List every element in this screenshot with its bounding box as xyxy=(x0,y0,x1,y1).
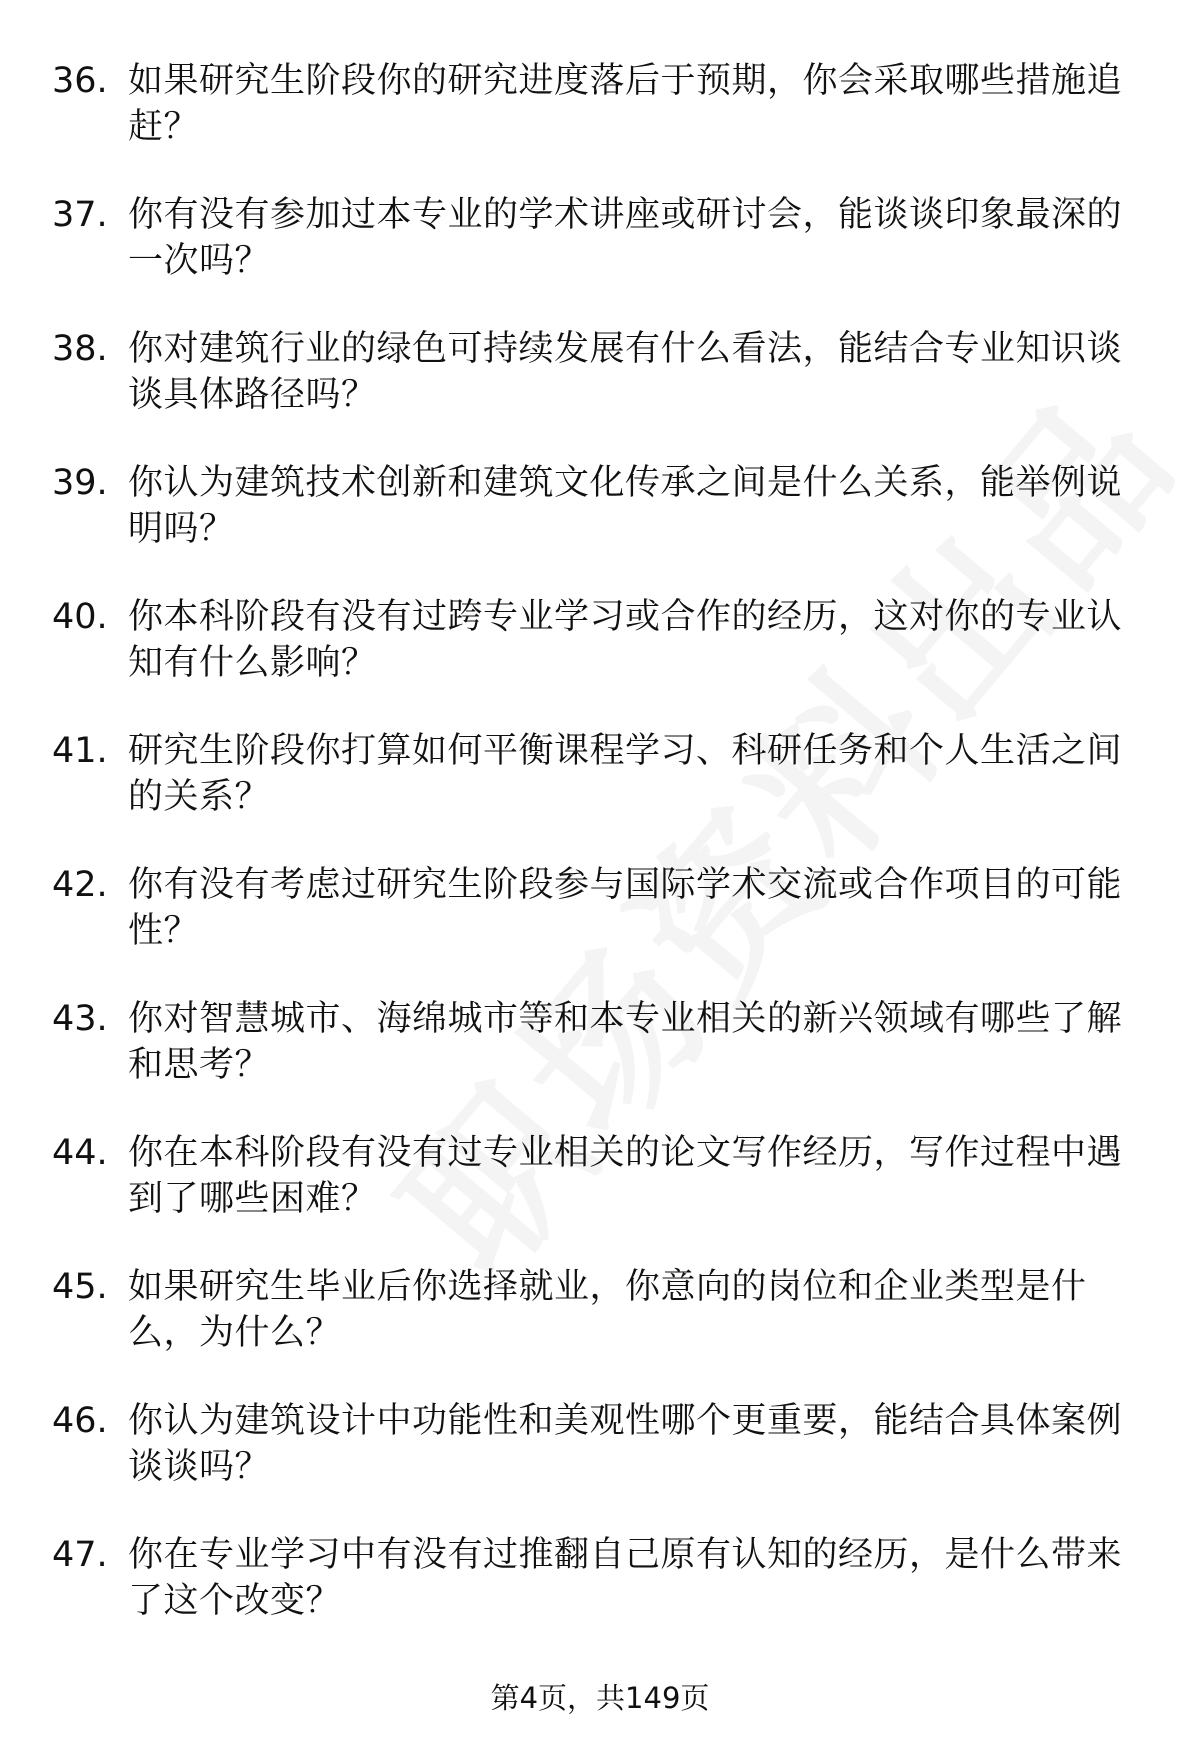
question-text: 你本科阶段有没有过跨专业学习或合作的经历，这对你的专业认知有什么影响？ xyxy=(128,597,1123,683)
question-text: 你认为建筑设计中功能性和美观性哪个更重要，能结合具体案例谈谈吗？ xyxy=(128,1401,1123,1487)
question-number: 42. xyxy=(52,865,108,905)
question-text: 研究生阶段你打算如何平衡课程学习、科研任务和个人生活之间的关系？ xyxy=(128,731,1123,817)
list-item xyxy=(52,192,1152,326)
question-text: 如果研究生阶段你的研究进度落后于预期，你会采取哪些措施追赶？ xyxy=(128,61,1123,147)
question-number: 47. xyxy=(52,1535,108,1575)
list-item xyxy=(52,1398,1152,1532)
page-number-footer: 第4页，共149页 xyxy=(490,1681,710,1715)
list-item xyxy=(52,1264,1152,1398)
question-text: 你对建筑行业的绿色可持续发展有什么看法，能结合专业知识谈谈具体路径吗？ xyxy=(128,329,1123,415)
question-list xyxy=(52,58,1152,1666)
list-item xyxy=(52,728,1152,862)
question-number: 43. xyxy=(52,999,108,1039)
question-number: 40. xyxy=(52,597,108,637)
question-text: 你有没有参加过本专业的学术讲座或研讨会，能谈谈印象最深的一次吗？ xyxy=(128,195,1123,281)
question-number: 45. xyxy=(52,1267,108,1307)
list-item xyxy=(52,58,1152,192)
question-text: 你对智慧城市、海绵城市等和本专业相关的新兴领域有哪些了解和思考？ xyxy=(128,999,1123,1085)
question-text: 你在专业学习中有没有过推翻自己原有认知的经历，是什么带来了这个改变？ xyxy=(128,1535,1123,1621)
list-item xyxy=(52,1130,1152,1264)
question-number: 36. xyxy=(52,61,108,101)
list-item xyxy=(52,996,1152,1130)
question-number: 37. xyxy=(52,195,108,235)
question-number: 44. xyxy=(52,1133,108,1173)
question-text: 你在本科阶段有没有过专业相关的论文写作经历，写作过程中遇到了哪些困难？ xyxy=(128,1133,1123,1219)
list-item xyxy=(52,460,1152,594)
question-number: 46. xyxy=(52,1401,108,1441)
list-item xyxy=(52,326,1152,460)
question-number: 41. xyxy=(52,731,108,771)
question-text: 如果研究生毕业后你选择就业，你意向的岗位和企业类型是什么，为什么？ xyxy=(128,1267,1087,1353)
list-item xyxy=(52,1532,1152,1666)
question-text: 你认为建筑技术创新和建筑文化传承之间是什么关系，能举例说明吗？ xyxy=(128,463,1123,549)
question-text: 你有没有考虑过研究生阶段参与国际学术交流或合作项目的可能性？ xyxy=(128,865,1123,951)
question-number: 39. xyxy=(52,463,108,503)
list-item xyxy=(52,862,1152,996)
question-number: 38. xyxy=(52,329,108,369)
list-item xyxy=(52,594,1152,728)
